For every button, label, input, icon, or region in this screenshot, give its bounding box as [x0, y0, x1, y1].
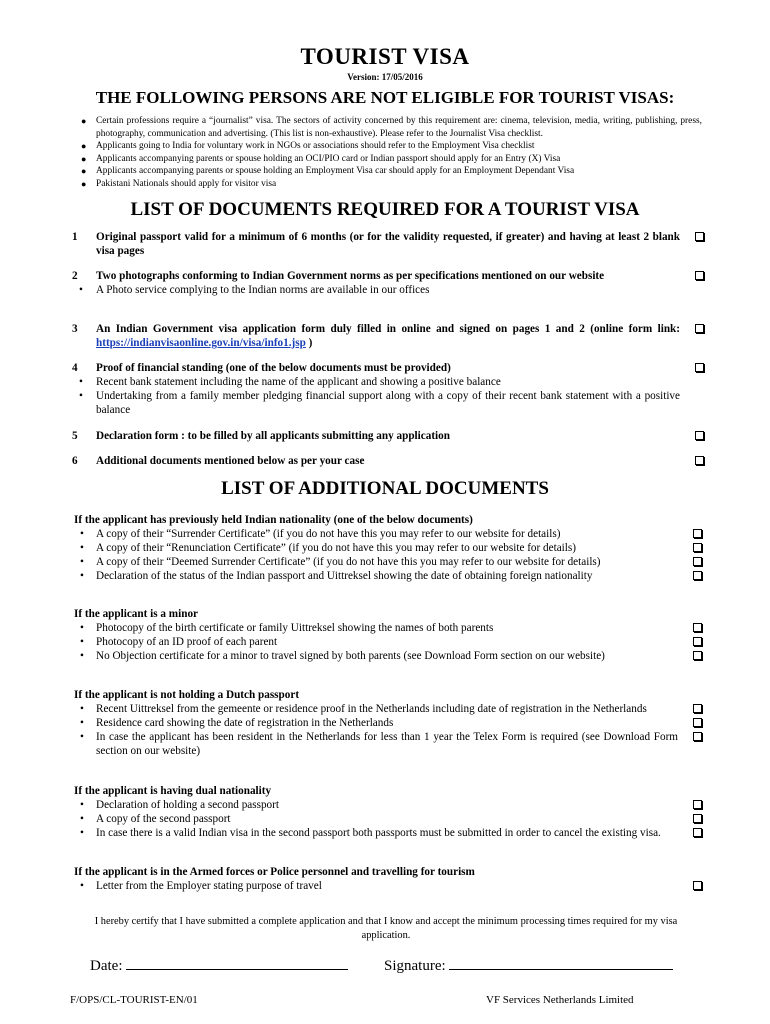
- checkbox[interactable]: [693, 881, 702, 890]
- checkbox[interactable]: [693, 814, 702, 823]
- document-item-6: [70, 454, 704, 468]
- checkbox[interactable]: [693, 529, 702, 538]
- checkbox[interactable]: [695, 271, 704, 280]
- item-number: 6: [72, 455, 78, 467]
- list-item: ● Certain professions require a “journalist” visa. The sectors of activity concerned by this requirement are: cinema, television, media, writing, publishing, press, photography, communication and advertising. (This list is non-exhaustive). Please refer to the Journalist Visa checklist.: [81, 116, 702, 139]
- bullet-icon: ●: [81, 178, 87, 189]
- certification-text: I hereby certify that I have submitted a complete application and that I know and accept the minimum processing times required for my visa application.: [94, 916, 678, 941]
- item-number: 4: [72, 362, 78, 374]
- bullet-icon: •: [79, 376, 83, 388]
- item-text: Two photographs conforming to Indian Government norms as per specifications mentioned on our website: [96, 270, 605, 282]
- list-item: • A copy of their “Renunciation Certificate” (if you do not have this you may refer to our website for details): [96, 541, 678, 555]
- checkbox[interactable]: [693, 828, 702, 837]
- sub-item: • Undertaking from a family member pledging financial support along with a copy of their recent bank statement with a positive balance: [79, 390, 680, 416]
- form-code: F/OPS/CL-TOURIST-EN/01: [70, 994, 198, 1006]
- bullet-icon: •: [80, 827, 84, 839]
- section-heading: If the applicant is in the Armed forces or Police personnel and travelling for tourism: [74, 866, 475, 878]
- date-label: Date:: [90, 958, 123, 974]
- item-number: 3: [72, 323, 78, 335]
- item-text: Proof of financial standing (one of the below documents must be provided): [96, 362, 451, 374]
- ineligible-list: [70, 115, 702, 191]
- item-text: Declaration form : to be filled by all applicants submitting any application: [96, 430, 450, 442]
- date-field: [90, 955, 348, 975]
- list-item: • A copy of their “Deemed Surrender Certificate” (if you do not have this you may refer to our website for details): [96, 555, 678, 569]
- list-item: • Recent Uittreksel from the gemeente or residence proof in the Netherlands including date of registration in the Netherlands: [96, 702, 678, 716]
- bullet-icon: •: [80, 636, 84, 648]
- company-name: VF Services Netherlands Limited: [486, 994, 634, 1006]
- list-item: • Declaration of holding a second passport: [96, 798, 678, 812]
- application-form-link[interactable]: https://indianvisaonline.gov.in/visa/info1.jsp: [96, 337, 306, 349]
- checkbox[interactable]: [695, 431, 704, 440]
- section-armed-forces: [74, 865, 704, 893]
- checkbox[interactable]: [695, 324, 704, 333]
- bullet-icon: •: [80, 542, 84, 554]
- item-text: An Indian Government visa application form duly filled in online and signed on pages 1 and 2 (online form link: https://indianvisaonline.gov.in/visa/info1.jsp ): [96, 323, 680, 349]
- checkbox[interactable]: [695, 456, 704, 465]
- signature-input-line[interactable]: [449, 955, 673, 970]
- bullet-icon: •: [80, 622, 84, 634]
- checkbox[interactable]: [693, 623, 702, 632]
- checkbox[interactable]: [693, 732, 702, 741]
- bullet-icon: •: [80, 813, 84, 825]
- page-title: TOURIST VISA: [300, 44, 470, 69]
- list-item: • Residence card showing the date of registration in the Netherlands: [96, 716, 678, 730]
- list-item: • A copy of their “Surrender Certificate” (if you do not have this you may refer to our website for details): [96, 527, 678, 541]
- list-item: ● Pakistani Nationals should apply for visitor visa: [81, 178, 277, 189]
- ineligible-heading: THE FOLLOWING PERSONS ARE NOT ELIGIBLE FOR TOURIST VISAS:: [95, 88, 675, 107]
- date-input-line[interactable]: [126, 955, 348, 970]
- bullet-icon: •: [79, 390, 83, 402]
- list-item: • Photocopy of the birth certificate or family Uittreksel showing the names of both parents: [96, 621, 678, 635]
- checkbox[interactable]: [693, 718, 702, 727]
- list-item: • Declaration of the status of the Indian passport and Uittreksel showing the date of obtaining foreign nationality: [96, 569, 678, 583]
- checkbox[interactable]: [693, 571, 702, 580]
- checkbox[interactable]: [693, 704, 702, 713]
- bullet-icon: •: [80, 799, 84, 811]
- item-number: 5: [72, 430, 78, 442]
- sub-item: • Recent bank statement including the name of the applicant and showing a positive balance: [79, 376, 501, 388]
- section-minor: [74, 607, 704, 663]
- list-item: ● Applicants accompanying parents or spouse holding an Employment Visa car should apply for an Employment Dependant Visa: [81, 166, 575, 177]
- bullet-icon: •: [80, 528, 84, 540]
- section-heading: If the applicant is a minor: [74, 608, 199, 620]
- checkbox[interactable]: [695, 232, 704, 241]
- document-item-2: [70, 269, 704, 297]
- document-item-5: [70, 429, 704, 443]
- bullet-icon: •: [80, 556, 84, 568]
- document-item-1: [70, 230, 704, 258]
- bullet-icon: ●: [81, 141, 87, 152]
- bullet-icon: •: [80, 731, 84, 743]
- item-number: 2: [72, 270, 78, 282]
- item-text: Original passport valid for a minimum of 6 months (or for the validity requested, if greater) and having at least 2 blank visa pages: [96, 231, 680, 257]
- section-heading: If the applicant has previously held Indian nationality (one of the below documents): [74, 514, 473, 526]
- section-heading: If the applicant is not holding a Dutch passport: [74, 689, 300, 701]
- bullet-icon: •: [80, 717, 84, 729]
- document-item-4: [70, 361, 704, 417]
- additional-heading: LIST OF ADDITIONAL DOCUMENTS: [221, 478, 549, 499]
- checkbox[interactable]: [693, 651, 702, 660]
- list-item: • Photocopy of an ID proof of each parent: [96, 635, 678, 649]
- list-item: • Letter from the Employer stating purpose of travel: [96, 879, 678, 893]
- list-item: • A copy of the second passport: [96, 812, 678, 826]
- section-indian-nationality: [74, 513, 704, 583]
- bullet-icon: •: [80, 570, 84, 582]
- bullet-icon: •: [80, 650, 84, 662]
- document-item-3: [70, 322, 704, 350]
- list-item: • No Objection certificate for a minor to travel signed by both parents (see Download Form section on our website): [96, 649, 678, 663]
- list-item: ● Applicants going to India for voluntary work in NGOs or associations should refer to the Employment Visa checklist: [81, 141, 535, 152]
- section-not-dutch: [74, 688, 704, 758]
- bullet-icon: ●: [81, 116, 87, 126]
- sub-item: • A Photo service complying to the Indian norms are available in our offices: [79, 284, 430, 296]
- section-heading: If the applicant is having dual nationality: [74, 785, 272, 797]
- version-label: Version: 17/05/2016: [347, 72, 423, 82]
- checkbox[interactable]: [695, 363, 704, 372]
- list-item: ● Applicants accompanying parents or spouse holding an OCI/PIO card or Indian passport should apply for an Entry (X) Visa: [81, 153, 561, 164]
- section-dual-nationality: [74, 784, 704, 840]
- signature-label: Signature:: [384, 958, 446, 974]
- documents-heading: LIST OF DOCUMENTS REQUIRED FOR A TOURIST VISA: [130, 199, 640, 220]
- list-item: • In case there is a valid Indian visa in the second passport both passports must be submitted in order to cancel the existing visa.: [96, 826, 678, 840]
- item-text: Additional documents mentioned below as per your case: [96, 455, 365, 467]
- list-item: • In case the applicant has been resident in the Netherlands for less than 1 year the Telex Form is required (see Download Form section on our website): [96, 730, 678, 758]
- bullet-icon: •: [80, 880, 84, 892]
- item-number: 1: [72, 231, 78, 243]
- bullet-icon: •: [80, 703, 84, 715]
- signature-field: [384, 955, 673, 975]
- bullet-icon: •: [79, 284, 83, 296]
- checkbox[interactable]: [693, 543, 702, 552]
- checkbox[interactable]: [693, 637, 702, 646]
- checkbox[interactable]: [693, 557, 702, 566]
- checkbox[interactable]: [693, 800, 702, 809]
- bullet-icon: ●: [81, 166, 87, 177]
- bullet-icon: ●: [81, 153, 87, 164]
